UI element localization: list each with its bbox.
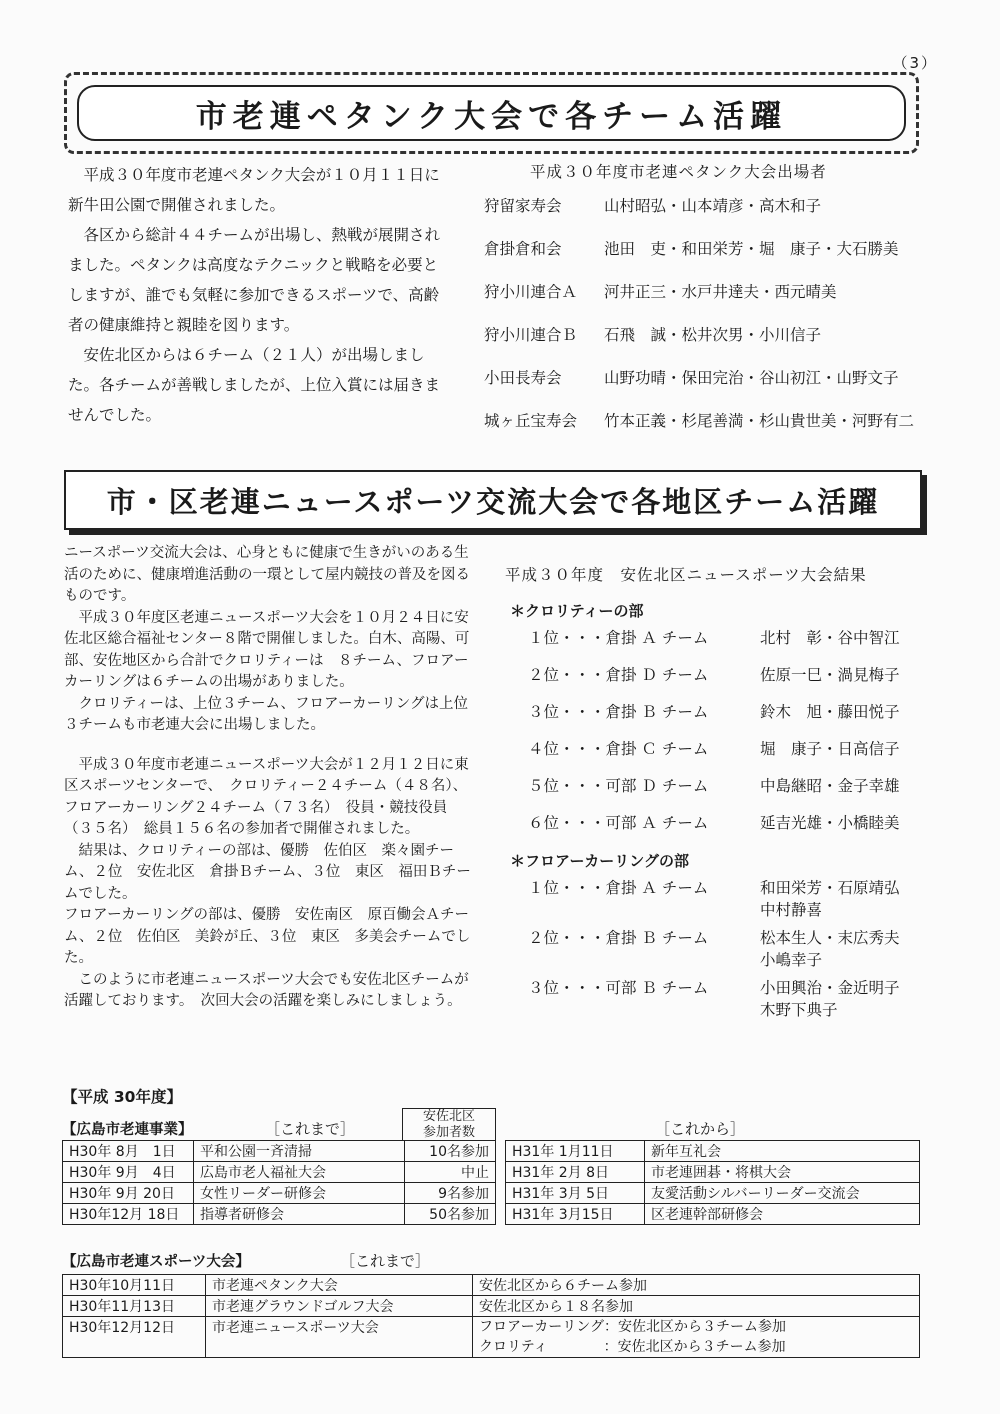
article2-paragraph: このように市老連ニュースポーツ大会でも安佐北区チームが活躍しております。 次回大会の活躍を楽しみにしましょう。 [64,971,469,1009]
article2-paragraph: 平成３０年度区老連ニュースポーツ大会を１０月２４日に安佐北区総合福祉センター８階で開催しました。白木、高陽、可部、安佐地区から合計でクロリティーは ８チーム、フロアーカーリングは６チームの出場がありました。 [64,609,470,690]
table-row [63,1141,496,1162]
section-heading: ＊クロリティーの部 [510,602,644,620]
event-result: 安佐北区から６チーム参加 [473,1275,920,1296]
result-names: 北村 彰・谷中智江 [760,629,900,647]
roster-members: 石飛 誠・松井次男・小川信子 [604,326,822,344]
table-row [63,1162,496,1183]
event-name: 区老連幹部研修会 [645,1204,920,1225]
result-names: 中村静喜 [760,901,823,919]
article2-paragraph: ニースポーツ交流大会は、心身ともに健康で生きがいのある生活のために、健康増進活動の一環として屋内競技の普及を図るものです。 [64,545,470,604]
result-row [528,701,930,723]
event-result: 安佐北区から１８名参加 [473,1296,920,1317]
roster-members: 山野功晴・保田完治・谷山初江・山野文子 [604,369,899,387]
event-date: H30年10月11日 [63,1275,206,1296]
roster-group: 倉掛倉和会 [484,240,562,258]
result-place: １位・・・倉掛 Ａ チーム [528,629,709,647]
result-names: 堀 康子・日高信子 [760,740,900,758]
event-name: 友愛活動シルバーリーダー交流会 [645,1183,920,1204]
event-date: H30年 9月 4日 [63,1162,194,1183]
article1-paragraph: 安佐北区からは６チーム（２１人）が出場しました。各チームが善戦しましたが、上位入賞には届きませんでした。 [68,346,441,424]
table-row [506,1162,920,1183]
result-names: 和田栄芳・石原靖弘 [760,879,900,897]
event-participants: 10名参加 [405,1141,496,1162]
article1-title-frame [64,72,919,154]
result-place: ２位・・・倉掛 Ｂ チーム [528,929,709,947]
roster-group: 城ヶ丘宝寿会 [484,412,578,430]
event-date: H30年12月 18日 [63,1204,194,1225]
sports-so-far-label: ［これまで］ [340,1252,431,1270]
event-date: H30年 9月 20日 [63,1183,194,1204]
article1-paragraph: 各区から総計４４チームが出場し、熱戦が展開されました。ペタンクは高度なテクニックと戦略を必要としますが、誰でも気軽に参加できるスポーツで、高齢者の健康維持と親睦を図ります。 [68,226,441,334]
event-date: H31年 2月 8日 [506,1162,645,1183]
event-participants: 中止 [405,1162,496,1183]
result-row [528,949,930,971]
result-place: ３位・・・可部 Ｂ チーム [528,979,709,997]
result-place: ５位・・・可部 Ｄ チーム [528,777,709,795]
participants-header: 安佐北区 参加者数 [402,1108,496,1141]
results-clority [510,600,930,844]
results-floor-curling [510,850,930,1021]
city-events-label: 【広島市老連事業】 [62,1122,193,1138]
event-date: H31年 3月15日 [506,1204,645,1225]
result-place: ２位・・・倉掛 Ｄ チーム [528,666,709,684]
event-date: H30年12月12日 [63,1317,206,1358]
result-place: ４位・・・倉掛 Ｃ チーム [528,740,709,758]
roster-members: 竹本正義・杉尾善満・杉山貴世美・河野有二 [604,412,915,430]
table-row [63,1317,920,1358]
event-name: 広島市老人福祉大会 [194,1162,405,1183]
result-row [528,812,930,834]
result-row [528,877,930,899]
article2-paragraph: 平成３０年度市老連ニュースポーツ大会が１２月１２日に東区スポーツセンターで、 クロリティー２４チーム（４８名）、フロアーカーリング２４チーム（７３名） 役員・競技役員（３５名） 総員１５６名の参加者で開催されました。 [64,756,469,837]
result-names: 中島継昭・金子幸雄 [760,777,900,795]
article1-title: 市老連ペタンク大会で各チーム活躍 [77,85,906,141]
result-row [528,664,930,686]
so-far-label: ［これまで］ [265,1120,356,1138]
roster-list [484,195,934,453]
roster-members: 河井正三・水戸井達夫・西元晴美 [604,283,837,301]
article1-body [68,160,446,430]
roster-row [484,367,934,389]
table-row [63,1183,496,1204]
table-row [506,1183,920,1204]
event-result [473,1317,920,1358]
result-row [528,775,930,797]
roster-members: 池田 吏・和田栄芳・堀 康子・大石勝美 [604,240,899,258]
article2-body [64,543,472,1013]
roster-row [484,238,934,260]
event-name: 平和公園一斉清掃 [194,1141,405,1162]
result-row [528,738,930,760]
result-names: 佐原一巳・渦見梅子 [760,666,900,684]
event-participants: 9名参加 [405,1183,496,1204]
result-place: ６位・・・可部 Ａ チーム [528,814,709,832]
event-name: 新年互礼会 [645,1141,920,1162]
result-row [528,899,930,921]
roster-row [484,324,934,346]
event-name: 指導者研修会 [194,1204,405,1225]
event-date: H30年 8月 1日 [63,1141,194,1162]
event-name: 市老連ニュースポーツ大会 [206,1317,473,1358]
article2-paragraph: クロリティーは、上位３チーム、フロアーカーリングは上位３チームも市老連大会に出場しました。 [64,695,468,733]
roster-group: 小田長寿会 [484,369,562,387]
event-name: 市老連ペタンク大会 [206,1275,473,1296]
table-row [506,1141,920,1162]
event-result-line: フロアーカーリング：安佐北区から３チーム参加 [479,1319,787,1335]
year-label: 【平成 30年度】 [62,1088,182,1106]
table-row [506,1204,920,1225]
table-row [63,1275,920,1296]
result-row [528,999,930,1021]
roster-row [484,195,934,217]
event-result-line: クロリティ ：安佐北区から３チーム参加 [479,1339,786,1355]
result-names: 小嶋幸子 [760,951,823,969]
roster-row [484,281,934,303]
table-row [63,1296,920,1317]
article2-paragraph: 結果は、クロリティーの部は、優勝 佐伯区 楽々園チーム、２位 安佐北区 倉掛Ｂチーム、３位 東区 福田Ｂチームでした。 [64,842,471,902]
future-events-table [505,1140,920,1225]
sports-events-table [62,1274,920,1358]
event-date: H30年11月13日 [63,1296,206,1317]
results-title: 平成３０年度 安佐北区ニュースポーツ大会結果 [505,566,867,584]
event-date: H31年 3月 5日 [506,1183,645,1204]
result-names: 小田興治・金近明子 [760,979,900,997]
result-row [528,627,930,649]
roster-title: 平成３０年度市老連ペタンク大会出場者 [530,163,827,181]
past-events-table [62,1140,496,1225]
result-row [528,927,930,949]
page-number: （3） [892,54,938,72]
roster-group: 狩留家寿会 [484,197,562,215]
result-names: 松本生人・末広秀夫 [760,929,900,947]
event-date: H31年 1月11日 [506,1141,645,1162]
result-row [528,977,930,999]
result-place: １位・・・倉掛 Ａ チーム [528,879,709,897]
event-name: 市老連グラウンドゴルフ大会 [206,1296,473,1317]
result-names: 鈴木 旭・藤田悦子 [760,703,900,721]
result-names: 木野下典子 [760,1001,838,1019]
result-names: 延吉光雄・小橋睦美 [760,814,900,832]
section-heading: ＊フロアーカーリングの部 [510,852,689,870]
table-row [63,1204,496,1225]
event-name: 女性リーダー研修会 [194,1183,405,1204]
article2-title: 市・区老連ニュースポーツ交流大会で各地区チーム活躍 [64,470,922,530]
article1-paragraph: 平成３０年度市老連ペタンク大会が１０月１１日に新牛田公園で開催されました。 [68,166,440,214]
event-participants: 50名参加 [405,1204,496,1225]
roster-row [484,410,934,432]
roster-members: 山村昭弘・山本靖彦・高木和子 [604,197,822,215]
article2-paragraph: フロアーカーリングの部は、優勝 安佐南区 原百働会Ａチーム、２位 佐伯区 美鈴が丘、３位 東区 多美会チームでした。 [64,907,471,966]
roster-group: 狩小川連合Ｂ [484,326,578,344]
roster-group: 狩小川連合Ａ [484,283,578,301]
result-place: ３位・・・倉掛 Ｂ チーム [528,703,709,721]
sports-events-label: 【広島市老連スポーツ大会】 [62,1254,250,1270]
from-now-label: ［これから］ [655,1120,746,1138]
event-name: 市老連囲碁・将棋大会 [645,1162,920,1183]
